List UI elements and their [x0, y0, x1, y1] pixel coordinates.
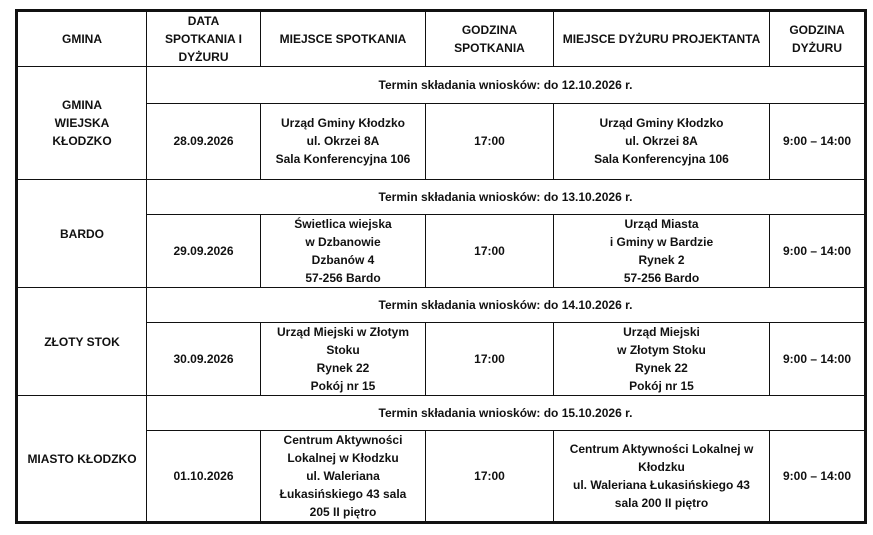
gmina-cell: GMINA WIEJSKA KŁODZKO — [17, 67, 147, 180]
header-miejsce-dyzuru: MIEJSCE DYŻURU PROJEKTANTA — [554, 11, 770, 67]
meeting-place-cell: Urząd Gminy Kłodzko ul. Okrzei 8A Sala Konferencyjna 106 — [261, 103, 426, 179]
duty-place-cell: Urząd Miejski w Złotym Stoku Rynek 22 Pokój nr 15 — [554, 323, 770, 396]
header-data: DATA SPOTKANIA I DYŻURU — [147, 11, 261, 67]
header-godzina-spotkania: GODZINA SPOTKANIA — [426, 11, 554, 67]
term-cell: Termin składania wniosków: do 14.10.2026 r. — [147, 288, 866, 323]
date-cell: 30.09.2026 — [147, 323, 261, 396]
term-row — [17, 288, 866, 323]
term-cell: Termin składania wniosków: do 13.10.2026 r. — [147, 180, 866, 215]
date-cell: 01.10.2026 — [147, 431, 261, 523]
term-row — [17, 180, 866, 215]
term-cell: Termin składania wniosków: do 12.10.2026 r. — [147, 67, 866, 104]
gmina-cell: ZŁOTY STOK — [17, 288, 147, 396]
duty-time-cell: 9:00 – 14:00 — [770, 431, 866, 523]
schedule-table-wrapper — [15, 9, 867, 524]
meeting-place-cell: Centrum Aktywności Lokalnej w Kłodzku ul. Waleriana Łukasińskiego 43 sala 205 II piętro — [261, 431, 426, 523]
meeting-time-cell: 17:00 — [426, 103, 554, 179]
gmina-cell: MIASTO KŁODZKO — [17, 396, 147, 523]
meeting-time-cell: 17:00 — [426, 323, 554, 396]
term-row — [17, 67, 866, 104]
date-cell: 29.09.2026 — [147, 215, 261, 288]
header-gmina: GMINA — [17, 11, 147, 67]
gmina-cell: BARDO — [17, 180, 147, 288]
meeting-place-cell: Urząd Miejski w Złotym Stoku Rynek 22 Pokój nr 15 — [261, 323, 426, 396]
meeting-place-cell: Świetlica wiejska w Dzbanowie Dzbanów 4 57-256 Bardo — [261, 215, 426, 288]
duty-place-cell: Centrum Aktywności Lokalnej w Kłodzku ul. Waleriana Łukasińskiego 43 sala 200 II piętro — [554, 431, 770, 523]
term-row — [17, 396, 866, 431]
duty-place-cell: Urząd Gminy Kłodzko ul. Okrzei 8A Sala Konferencyjna 106 — [554, 103, 770, 179]
header-godzina-dyzuru: GODZINA DYŻURU — [770, 11, 866, 67]
term-cell: Termin składania wniosków: do 15.10.2026 r. — [147, 396, 866, 431]
duty-time-cell: 9:00 – 14:00 — [770, 215, 866, 288]
schedule-table — [15, 9, 867, 524]
duty-time-cell: 9:00 – 14:00 — [770, 323, 866, 396]
date-cell: 28.09.2026 — [147, 103, 261, 179]
duty-time-cell: 9:00 – 14:00 — [770, 103, 866, 179]
header-miejsce-spotkania: MIEJSCE SPOTKANIA — [261, 11, 426, 67]
meeting-time-cell: 17:00 — [426, 431, 554, 523]
meeting-time-cell: 17:00 — [426, 215, 554, 288]
header-row — [17, 11, 866, 67]
duty-place-cell: Urząd Miasta i Gminy w Bardzie Rynek 2 57-256 Bardo — [554, 215, 770, 288]
